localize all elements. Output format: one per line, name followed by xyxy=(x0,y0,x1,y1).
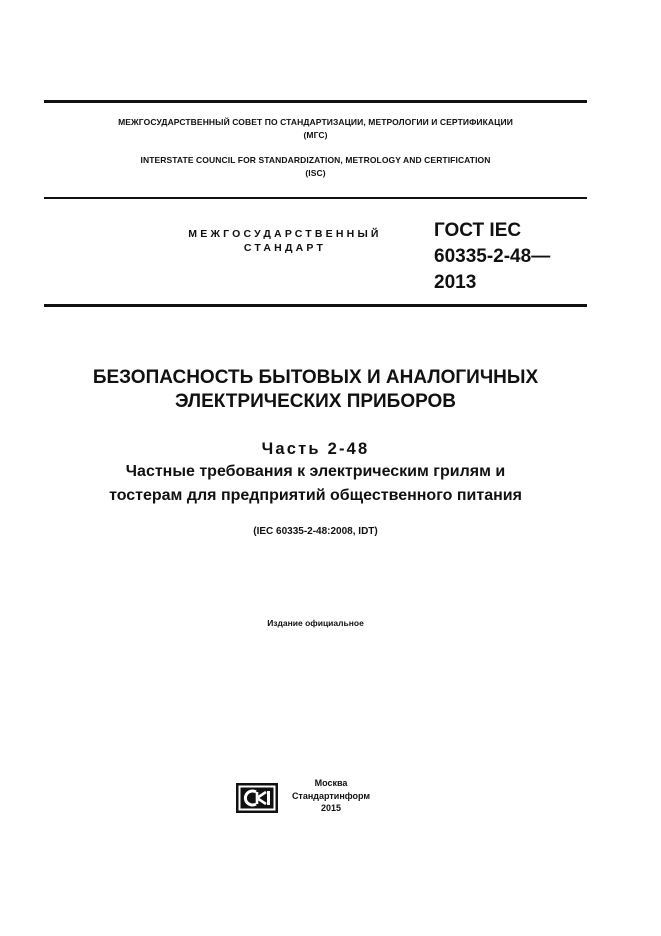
council-en-line2: (ISC) xyxy=(305,168,326,178)
standard-code-line2: 60335-2-48— xyxy=(434,246,551,267)
council-en-line1: INTERSTATE COUNCIL FOR STANDARDIZATION, METROLOGY AND CERTIFICATION xyxy=(140,155,491,165)
council-name-ru xyxy=(44,116,587,142)
standard-kind xyxy=(160,227,410,255)
edition-note: Издание официальное xyxy=(267,618,364,628)
publisher-block xyxy=(282,777,380,815)
standard-kind-line1: МЕЖГОСУДАРСТВЕННЫЙ xyxy=(188,228,382,240)
council-ru-line2: (МГС) xyxy=(303,130,328,140)
part-subtitle-line2: тостерам для предприятий общественного питания xyxy=(109,487,522,504)
council-ru-line1: МЕЖГОСУДАРСТВЕННЫЙ СОВЕТ ПО СТАНДАРТИЗАЦИИ, МЕТРОЛОГИИ И СЕРТИФИКАЦИИ xyxy=(118,117,513,127)
part-subtitle-line1: Частные требования к электрическим грилям и xyxy=(125,463,506,480)
publisher-name: Стандартинформ xyxy=(291,790,371,801)
standard-kind-line2: СТАНДАРТ xyxy=(243,242,327,254)
standard-code-line3: 2013 xyxy=(434,272,477,293)
iec-reference: (IEC 60335-2-48:2008, IDT) xyxy=(253,526,378,537)
title-line2: ЭЛЕКТРИЧЕСКИХ ПРИБОРОВ xyxy=(174,391,457,412)
document-title xyxy=(30,366,601,414)
standard-code-line1: ГОСТ IEC xyxy=(434,220,522,241)
publisher-year: 2015 xyxy=(320,803,342,813)
standartinform-logo-icon xyxy=(236,783,278,813)
part-heading: Часть 2-48 xyxy=(261,440,370,458)
council-name-en xyxy=(44,154,587,180)
title-line1: БЕЗОПАСНОСТЬ БЫТОВЫХ И АНАЛОГИЧНЫХ xyxy=(92,367,539,388)
standard-code xyxy=(434,218,584,296)
middle-rule xyxy=(44,197,587,199)
top-rule xyxy=(44,100,587,103)
part-subtitle xyxy=(30,460,601,508)
publisher-city: Москва xyxy=(314,778,348,788)
bottom-header-rule xyxy=(44,304,587,307)
